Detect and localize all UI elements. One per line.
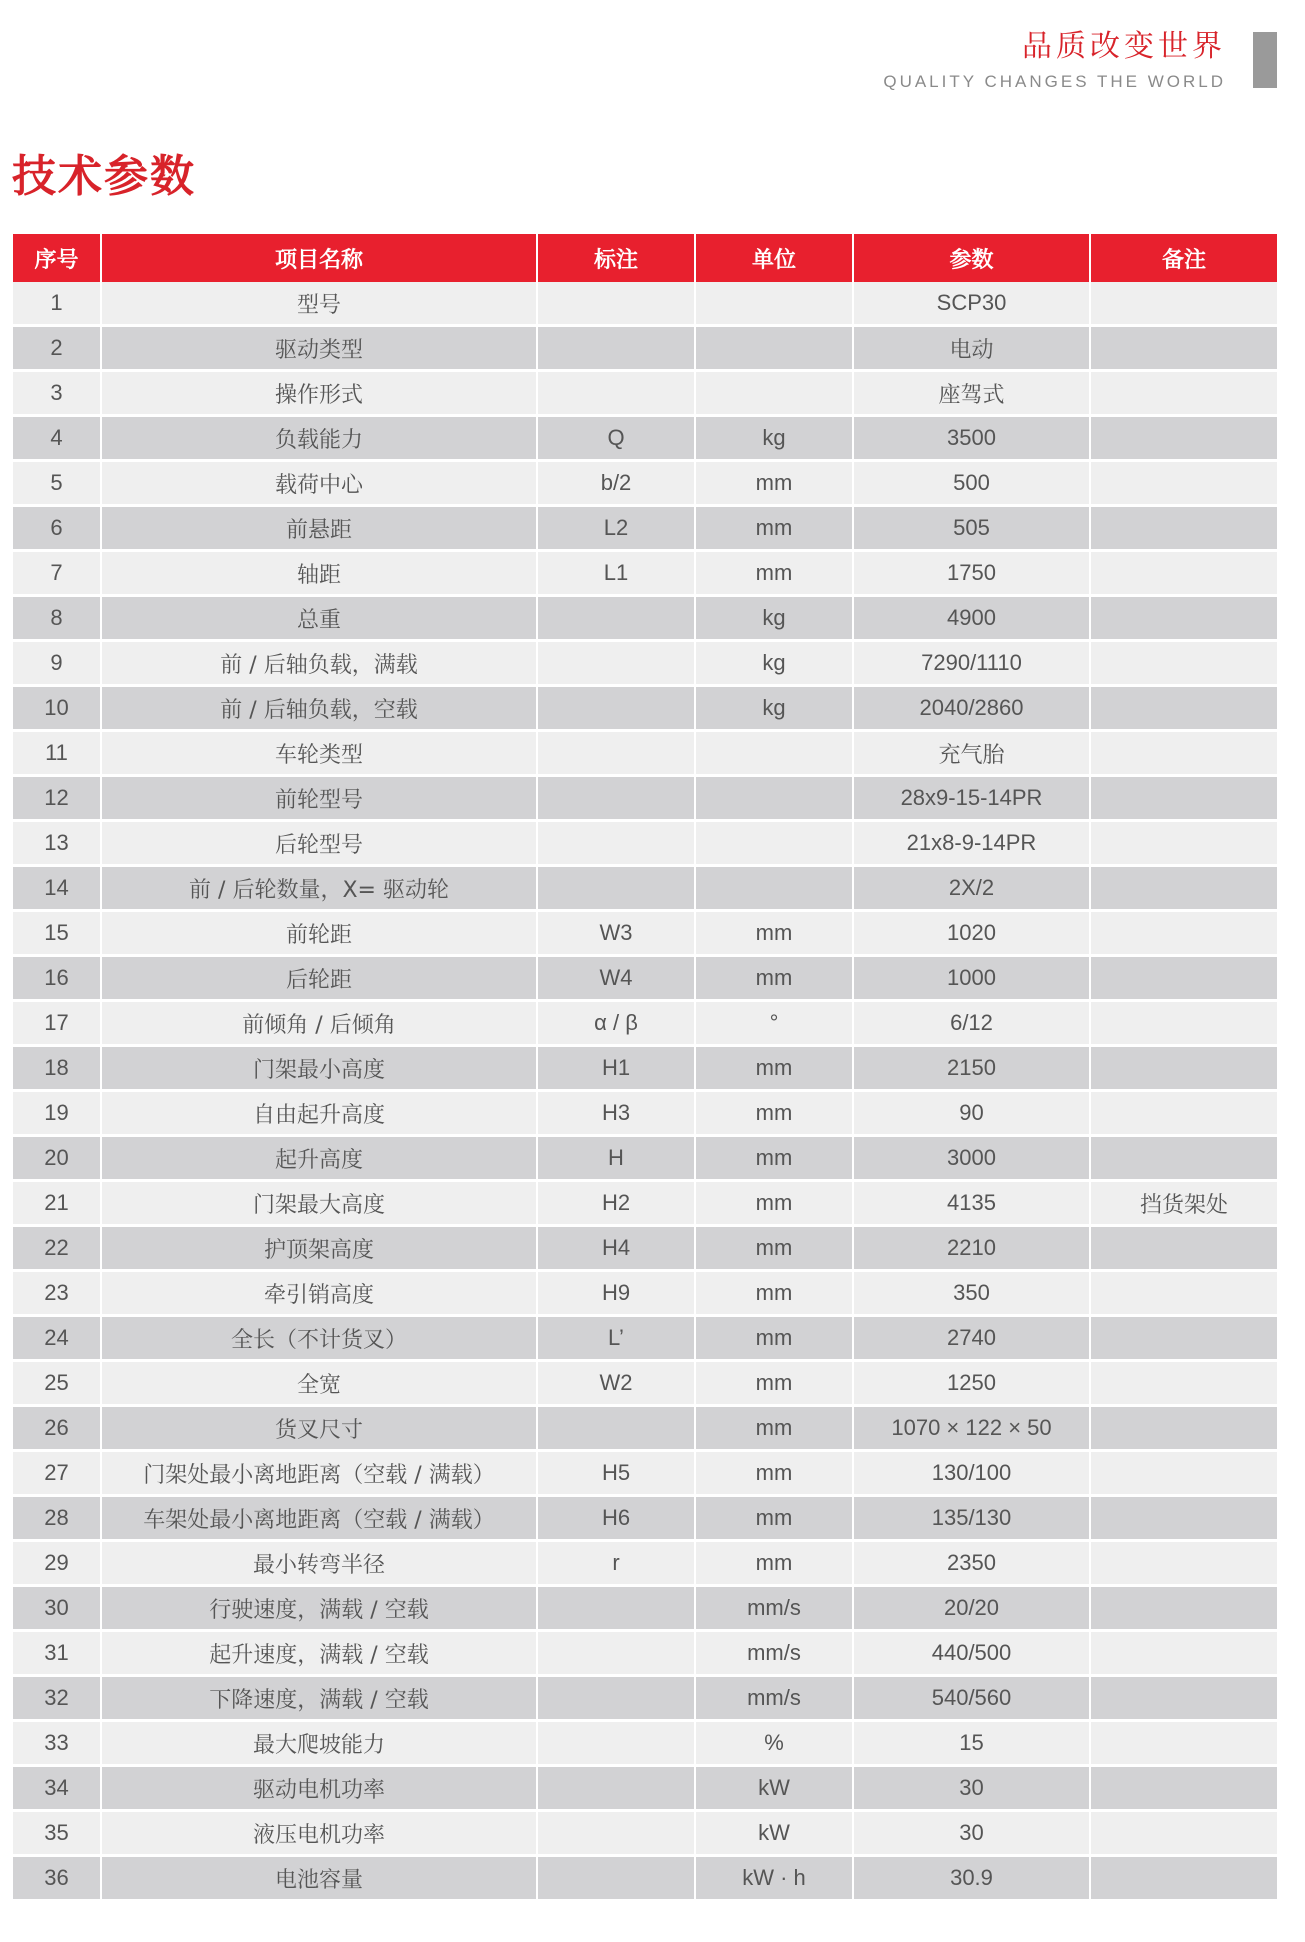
row-value: 20/20 [853,1586,1090,1631]
spec-table [13,234,1277,1902]
table-row [13,461,1277,506]
row-symbol [537,1721,695,1766]
row-index: 3 [13,371,101,416]
row-item-name: 驱动类型 [101,326,537,371]
row-value: 2040/2860 [853,686,1090,731]
row-symbol: α / β [537,1001,695,1046]
row-item-name: 载荷中心 [101,461,537,506]
header-index: 序号 [13,234,101,282]
row-unit: mm/s [695,1631,853,1676]
table-row [13,371,1277,416]
row-value: 540/560 [853,1676,1090,1721]
row-remark [1090,416,1277,461]
row-symbol: Q [537,416,695,461]
table-row [13,1721,1277,1766]
row-symbol: H6 [537,1496,695,1541]
row-item-name: 前 / 后轮数量，X= 驱动轮 [101,866,537,911]
table-row [13,1811,1277,1856]
row-remark [1090,1586,1277,1631]
row-value: 21x8-9-14PR [853,821,1090,866]
row-symbol [537,596,695,641]
row-unit: mm [695,1406,853,1451]
row-value: 500 [853,461,1090,506]
row-index: 14 [13,866,101,911]
row-unit: mm [695,956,853,1001]
row-index: 27 [13,1451,101,1496]
row-item-name: 液压电机功率 [101,1811,537,1856]
row-unit: mm [695,1316,853,1361]
row-unit: mm/s [695,1586,853,1631]
table-row [13,596,1277,641]
row-item-name: 货叉尺寸 [101,1406,537,1451]
table-row [13,416,1277,461]
row-item-name: 车轮类型 [101,731,537,776]
row-remark [1090,1316,1277,1361]
row-item-name: 牵引销高度 [101,1271,537,1316]
row-value: 505 [853,506,1090,551]
row-value: 440/500 [853,1631,1090,1676]
table-row [13,1181,1277,1226]
row-symbol: H [537,1136,695,1181]
row-remark [1090,1811,1277,1856]
row-remark [1090,1721,1277,1766]
row-symbol: r [537,1541,695,1586]
row-item-name: 前轮距 [101,911,537,956]
row-index: 9 [13,641,101,686]
row-index: 7 [13,551,101,596]
row-symbol: W3 [537,911,695,956]
row-symbol [537,686,695,731]
row-unit: mm [695,1136,853,1181]
row-item-name: 最大爬坡能力 [101,1721,537,1766]
row-index: 8 [13,596,101,641]
row-unit [695,326,853,371]
row-symbol: H4 [537,1226,695,1271]
row-unit: kW [695,1811,853,1856]
table-row [13,911,1277,956]
row-symbol [537,1766,695,1811]
row-remark [1090,956,1277,1001]
row-index: 31 [13,1631,101,1676]
row-remark [1090,1001,1277,1046]
row-index: 18 [13,1046,101,1091]
row-symbol [537,1406,695,1451]
row-unit: kg [695,686,853,731]
row-remark [1090,686,1277,731]
row-value: 1020 [853,911,1090,956]
row-remark [1090,506,1277,551]
table-row [13,1496,1277,1541]
row-remark: 挡货架处 [1090,1181,1277,1226]
table-row [13,731,1277,776]
row-symbol [537,1811,695,1856]
row-remark [1090,866,1277,911]
row-unit [695,282,853,326]
row-index: 19 [13,1091,101,1136]
row-symbol: L’ [537,1316,695,1361]
row-unit: mm [695,1541,853,1586]
table-row [13,1046,1277,1091]
table-row [13,1226,1277,1271]
row-item-name: 全长（不计货叉） [101,1316,537,1361]
row-symbol [537,731,695,776]
row-remark [1090,911,1277,956]
row-index: 21 [13,1181,101,1226]
row-symbol [537,371,695,416]
row-unit: mm [695,1271,853,1316]
row-remark [1090,1046,1277,1091]
row-symbol: H1 [537,1046,695,1091]
table-header-row [13,234,1277,282]
table-row [13,1001,1277,1046]
row-item-name: 门架最大高度 [101,1181,537,1226]
row-remark [1090,1631,1277,1676]
row-index: 4 [13,416,101,461]
table-row [13,326,1277,371]
row-item-name: 前 / 后轴负载，满载 [101,641,537,686]
row-index: 35 [13,1811,101,1856]
row-remark [1090,1406,1277,1451]
row-index: 16 [13,956,101,1001]
row-remark [1090,282,1277,326]
row-symbol: H5 [537,1451,695,1496]
row-value: 电动 [853,326,1090,371]
row-value: 350 [853,1271,1090,1316]
row-item-name: 车架处最小离地距离（空载 / 满载） [101,1496,537,1541]
row-remark [1090,1361,1277,1406]
table-row [13,776,1277,821]
row-value: SCP30 [853,282,1090,326]
row-unit: kW · h [695,1856,853,1901]
row-value: 4135 [853,1181,1090,1226]
row-index: 1 [13,282,101,326]
row-index: 17 [13,1001,101,1046]
row-unit: mm [695,1496,853,1541]
row-index: 30 [13,1586,101,1631]
row-unit [695,371,853,416]
table-row [13,1676,1277,1721]
row-symbol: H3 [537,1091,695,1136]
row-index: 13 [13,821,101,866]
row-index: 26 [13,1406,101,1451]
row-value: 4900 [853,596,1090,641]
row-symbol: W4 [537,956,695,1001]
table-row [13,821,1277,866]
row-item-name: 总重 [101,596,537,641]
table-row [13,1586,1277,1631]
row-unit [695,776,853,821]
row-item-name: 前轮型号 [101,776,537,821]
row-value: 15 [853,1721,1090,1766]
row-unit: mm [695,461,853,506]
row-remark [1090,776,1277,821]
row-symbol [537,1856,695,1901]
row-remark [1090,1676,1277,1721]
row-index: 29 [13,1541,101,1586]
row-item-name: 最小转弯半径 [101,1541,537,1586]
row-value: 7290/1110 [853,641,1090,686]
row-unit: mm [695,551,853,596]
row-value: 座驾式 [853,371,1090,416]
row-index: 24 [13,1316,101,1361]
row-symbol [537,821,695,866]
table-row [13,506,1277,551]
page-title: 技术参数 [12,151,196,202]
table-row [13,956,1277,1001]
row-value: 2150 [853,1046,1090,1091]
row-item-name: 操作形式 [101,371,537,416]
table-row [13,1541,1277,1586]
row-unit: mm [695,1181,853,1226]
row-unit: mm [695,911,853,956]
row-item-name: 护顶架高度 [101,1226,537,1271]
row-symbol [537,1631,695,1676]
header-unit: 单位 [695,234,853,282]
header-remark: 备注 [1090,234,1277,282]
row-item-name: 后轮距 [101,956,537,1001]
row-remark [1090,821,1277,866]
row-value: 30.9 [853,1856,1090,1901]
row-unit: mm [695,506,853,551]
row-index: 11 [13,731,101,776]
row-item-name: 行驶速度，满载 / 空载 [101,1586,537,1631]
row-index: 5 [13,461,101,506]
row-remark [1090,1496,1277,1541]
row-symbol [537,1676,695,1721]
brand-slogan-en: QUALITY CHANGES THE WORLD [883,72,1226,91]
row-remark [1090,1091,1277,1136]
table-row [13,551,1277,596]
row-index: 6 [13,506,101,551]
row-item-name: 电池容量 [101,1856,537,1901]
row-index: 34 [13,1766,101,1811]
row-symbol: H9 [537,1271,695,1316]
row-remark [1090,641,1277,686]
row-value: 2210 [853,1226,1090,1271]
row-unit: kg [695,416,853,461]
row-value: 3000 [853,1136,1090,1181]
table-row [13,1631,1277,1676]
row-remark [1090,461,1277,506]
row-item-name: 前悬距 [101,506,537,551]
row-unit [695,821,853,866]
row-symbol [537,282,695,326]
table-row [13,1406,1277,1451]
row-value: 130/100 [853,1451,1090,1496]
row-value: 1250 [853,1361,1090,1406]
row-value: 135/130 [853,1496,1090,1541]
row-item-name: 起升高度 [101,1136,537,1181]
row-item-name: 全宽 [101,1361,537,1406]
row-item-name: 门架最小高度 [101,1046,537,1091]
header-value: 参数 [853,234,1090,282]
row-index: 33 [13,1721,101,1766]
table-row [13,1136,1277,1181]
row-unit [695,731,853,776]
table-row [13,1361,1277,1406]
row-symbol: W2 [537,1361,695,1406]
row-unit: kg [695,596,853,641]
row-item-name: 前倾角 / 后倾角 [101,1001,537,1046]
row-remark [1090,596,1277,641]
row-symbol [537,641,695,686]
row-unit: mm [695,1046,853,1091]
row-value: 2X/2 [853,866,1090,911]
row-item-name: 后轮型号 [101,821,537,866]
brand-slogan-cn: 品质改变世界 [1022,29,1226,64]
row-remark [1090,1136,1277,1181]
row-remark [1090,1451,1277,1496]
row-item-name: 负载能力 [101,416,537,461]
row-value: 6/12 [853,1001,1090,1046]
table-row [13,1856,1277,1901]
row-symbol [537,326,695,371]
row-index: 12 [13,776,101,821]
row-remark [1090,731,1277,776]
row-value: 30 [853,1766,1090,1811]
table-row [13,866,1277,911]
row-unit: kW [695,1766,853,1811]
row-item-name: 自由起升高度 [101,1091,537,1136]
row-index: 25 [13,1361,101,1406]
header-item-name: 项目名称 [101,234,537,282]
table-row [13,641,1277,686]
row-remark [1090,371,1277,416]
row-remark [1090,326,1277,371]
row-unit: mm/s [695,1676,853,1721]
row-index: 20 [13,1136,101,1181]
row-value: 28x9-15-14PR [853,776,1090,821]
row-symbol: L2 [537,506,695,551]
row-index: 2 [13,326,101,371]
row-item-name: 驱动电机功率 [101,1766,537,1811]
row-index: 36 [13,1856,101,1901]
brand-block [883,28,1226,92]
row-value: 1070 × 122 × 50 [853,1406,1090,1451]
row-value: 充气胎 [853,731,1090,776]
row-unit [695,866,853,911]
row-value: 3500 [853,416,1090,461]
row-symbol: b/2 [537,461,695,506]
row-item-name: 轴距 [101,551,537,596]
row-unit: mm [695,1091,853,1136]
row-index: 15 [13,911,101,956]
row-item-name: 门架处最小离地距离（空载 / 满载） [101,1451,537,1496]
table-row [13,686,1277,731]
row-index: 32 [13,1676,101,1721]
header-symbol: 标注 [537,234,695,282]
row-index: 22 [13,1226,101,1271]
row-symbol [537,1586,695,1631]
row-remark [1090,551,1277,596]
row-value: 2350 [853,1541,1090,1586]
row-remark [1090,1226,1277,1271]
row-symbol [537,776,695,821]
row-item-name: 型号 [101,282,537,326]
row-item-name: 前 / 后轴负载，空载 [101,686,537,731]
row-unit: mm [695,1361,853,1406]
row-symbol: L1 [537,551,695,596]
row-unit: % [695,1721,853,1766]
table-row [13,1766,1277,1811]
row-remark [1090,1766,1277,1811]
row-item-name: 下降速度，满载 / 空载 [101,1676,537,1721]
row-item-name: 起升速度，满载 / 空载 [101,1631,537,1676]
brand-accent-bar [1253,32,1277,88]
row-unit: mm [695,1226,853,1271]
row-symbol [537,866,695,911]
row-index: 23 [13,1271,101,1316]
row-unit: mm [695,1451,853,1496]
row-value: 1750 [853,551,1090,596]
row-remark [1090,1541,1277,1586]
row-value: 1000 [853,956,1090,1001]
row-value: 2740 [853,1316,1090,1361]
row-unit: ° [695,1001,853,1046]
table-row [13,1271,1277,1316]
row-value: 90 [853,1091,1090,1136]
row-unit: kg [695,641,853,686]
row-symbol: H2 [537,1181,695,1226]
row-index: 10 [13,686,101,731]
row-value: 30 [853,1811,1090,1856]
row-index: 28 [13,1496,101,1541]
table-row [13,1091,1277,1136]
table-row [13,1451,1277,1496]
table-row [13,1316,1277,1361]
row-remark [1090,1271,1277,1316]
table-row [13,282,1277,326]
spec-table-body [13,282,1277,1901]
row-remark [1090,1856,1277,1901]
